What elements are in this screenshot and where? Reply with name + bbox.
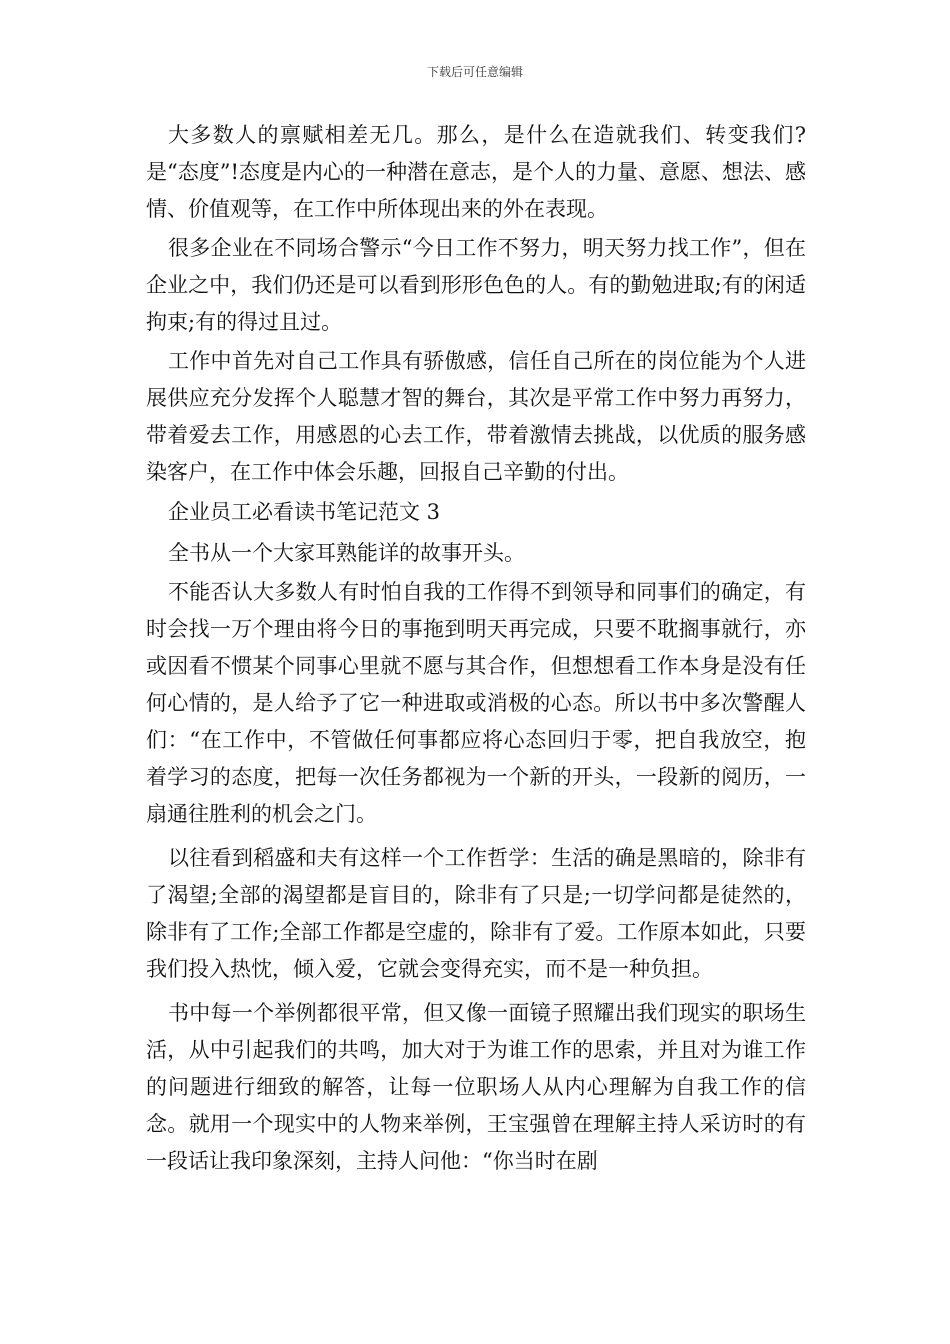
paragraph-enterprise-warning: 很多企业在不同场合警示“今日工作不努力，明天努力找工作”，但在企业之中，我们仍还是可以看到形形色色的人。有的勤勉进取;有的闲适拘束;有的得过且过。 — [146, 236, 806, 334]
section-heading: 企业员工必看读书笔记范文 3 — [168, 500, 441, 524]
paragraph-pride-in-work: 工作中首先对自己工作具有骄傲感，信任自己所在的岗位能为个人进展供应充分发挥个人聪慧才智的舞台，其次是平常工作中努力再努力，带着爱去工作，用感恩的心去工作，带着激情去挑战，以优质的服务感染客户，在工作中体会乐趣，回报自己辛勤的付出。 — [146, 349, 806, 484]
paragraph-examples: 书中每一个举例都很平常，但又像一面镜子照耀出我们现实的职场生活，从中引起我们的共鸣，加大对于为谁工作的思索，并且对为谁工作的问题进行细致的解答，让每一位职场人从内心理解为自我工作的信念。就用一个现实中的人物来举例，王宝强曾在理解主持人采访时的有一段话让我印象深刻，主持人问他：“你当时在剧 — [146, 1001, 806, 1173]
document-body — [146, 117, 806, 1182]
paragraph-mindset: 不能否认大多数人有时怕自我的工作得不到领导和同事们的确定，有时会找一万个理由将今日的事拖到明天再完成，只要不耽搁事就行，亦或因看不惯某个同事心里就不愿与其合作，但想想看工作本身是没有任何心情的，是人给予了它一种进取或消极的心态。所以书中多次警醒人们：“在工作中，不管做任何事都应将心态回归于零，把自我放空，抱着学习的态度，把每一次任务都视为一个新的开头，一段新的阅历，一扇通往胜利的机会之门。 — [146, 580, 806, 826]
paragraph-inamori-philosophy: 以往看到稻盛和夫有这样一个工作哲学：生活的确是黑暗的，除非有了渴望;全部的渴望都是盲目的，除非有了只是;一切学问都是徒然的，除非有了工作;全部工作都是空虚的，除非有了爱。工作原本如此，只要我们投入热忱，倾入爱，它就会变得充实，而不是一种负担。 — [146, 846, 806, 981]
paragraph-attitude: 大多数人的禀赋相差无几。那么，是什么在造就我们、转变我们?是“态度”!态度是内心的一种潜在意志，是个人的力量、意愿、想法、感情、价值观等，在工作中所体现出来的外在表现。 — [146, 123, 806, 221]
paragraph-book-intro: 全书从一个大家耳熟能详的故事开头。 — [168, 541, 525, 565]
page-header: 下载后可任意编辑 — [426, 65, 523, 79]
